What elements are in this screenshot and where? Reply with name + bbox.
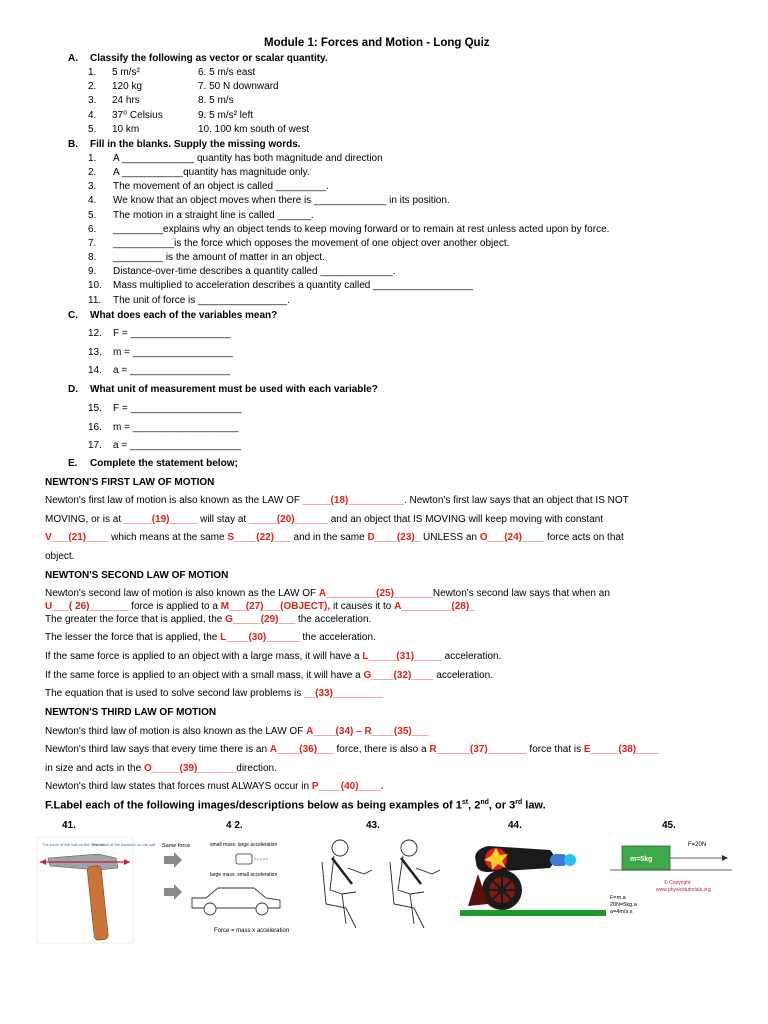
second-law-line-2 [45, 601, 475, 612]
second-law-line-3 [45, 614, 371, 625]
answer-20: _____(20)______ [249, 514, 328, 525]
second-law-line-4 [45, 632, 376, 643]
third-law-line-2 [45, 744, 658, 755]
answer-36: A____(36)___ [269, 744, 334, 755]
section-b-heading: Fill in the blanks. Supply the missing words. [90, 139, 301, 150]
list-number: 1. [88, 153, 97, 164]
sup: rd [515, 799, 523, 806]
section-a-heading: Classify the following as vector or scalar quantity. [90, 53, 328, 64]
list-item: Mass multiplied to acceleration describes a quantity called __________________ [113, 280, 474, 292]
sup: st [461, 799, 469, 806]
list-number: 2. [88, 167, 97, 179]
text: The greater the force that is applied, the [45, 614, 226, 625]
text: , 2 [468, 799, 481, 812]
text: Newton's third law says that every time there is an [45, 744, 270, 755]
list-number: 5. [88, 209, 97, 221]
list-item: a = __________________ [113, 365, 231, 376]
text: acceleration. [433, 670, 494, 681]
list-item: 120 kg [112, 81, 143, 93]
text: Newton's third law of motion is also known as the LAW OF [45, 726, 307, 737]
answer-33: __(33)_________ [304, 688, 384, 699]
sup: nd [480, 799, 489, 806]
text: the acceleration. [299, 632, 376, 643]
section-d-heading: What unit of measurement must be used with each variable? [90, 384, 378, 395]
list-number: 13. [88, 346, 102, 358]
hammer-figure [36, 836, 156, 944]
list-item: m = ___________________ [113, 421, 239, 433]
answer-23: D____(23)_ [367, 532, 421, 543]
equation-line-2: 20N=5kg.a [610, 902, 637, 908]
third-law-line-1 [45, 726, 428, 737]
first-law-line-3 [45, 532, 624, 543]
force-label: F=20N [688, 842, 707, 848]
answer-32: G____(32)____ [363, 670, 434, 681]
list-number: 16. [88, 421, 102, 433]
list-number: 14. [88, 365, 102, 376]
equation-line-1: F=m.a [610, 895, 626, 901]
text: . Newton's first law says that an object that IS NOT [403, 495, 629, 506]
small-mass-label: small mass: large acceleration [210, 842, 278, 848]
answer-28: A_________(28)_ [394, 601, 475, 612]
figure-number-41: 41. [62, 820, 76, 831]
answer-29: G_____(29)___ [225, 614, 296, 625]
answer-31: L_____(31)_____ [362, 651, 442, 662]
mass-label: m=5kg [630, 856, 653, 863]
force-formula-caption: Force = mass x acceleration [214, 928, 290, 934]
list-item: A _____________ quantity has both magnitude and direction [113, 153, 383, 164]
copyright-text: © Copyright [664, 880, 691, 886]
list-item: 37⁰ Celsius [112, 109, 163, 121]
text: in size and acts in the [45, 763, 144, 774]
text: which means at the same [108, 532, 228, 543]
list-item: 7. 50 N downward [198, 81, 279, 93]
text: force, there is also a [333, 744, 430, 755]
list-item: _________explains why an object tends to keep moving forward or to remain at rest unless acted upon by force. [113, 223, 610, 235]
list-item: 10 km [112, 123, 140, 135]
text: and in the same [290, 532, 368, 543]
list-item: The movement of an object is called _________. [113, 181, 329, 193]
text: Newton's second law of motion is also known as the LAW OF [45, 588, 319, 599]
answer-24: O___(24)____ [479, 532, 545, 543]
text: UNLESS an [420, 532, 480, 543]
page-title: Module 1: Forces and Motion - Long Quiz [264, 37, 490, 49]
second-law-line-7 [45, 688, 383, 699]
list-number: 9. [88, 266, 97, 278]
answer-30: L____(30)______ [220, 632, 300, 643]
answer-39: O_____(39)_______ [143, 763, 237, 774]
text: force acts on that [544, 532, 624, 543]
list-item: 5 m/s² [112, 67, 140, 78]
text: The lesser the force that is applied, the [45, 632, 221, 643]
list-item: m = __________________ [113, 346, 233, 358]
text: , or 3 [488, 799, 516, 812]
text: force is applied to a [128, 601, 221, 612]
list-number: 17. [88, 440, 102, 451]
list-item: ___________is the force which opposes the movement of one object over another object. [113, 237, 510, 249]
text: Newton's third law states that forces must ALWAYS occur in [45, 781, 312, 792]
list-number: 4. [88, 195, 97, 207]
list-number: 1. [88, 67, 97, 78]
text: If the same force is applied to an object with a large mass, it will have a [45, 651, 363, 662]
section-f-heading [45, 799, 546, 812]
section-e-letter: E. [68, 458, 78, 469]
section-c-heading: What does each of the variables mean? [90, 310, 278, 321]
list-item: 9. 5 m/s² left [198, 109, 254, 121]
mass-acceleration-figure [158, 836, 306, 938]
block-force-figure [606, 834, 740, 934]
hammer-text-right: The force of the hammer on the nail [92, 842, 156, 847]
list-number: 6. [88, 223, 97, 235]
same-force-label: Same force [162, 843, 191, 849]
answer-21: V___(21)____ [45, 532, 109, 543]
list-item: A ___________quantity has magnitude only. [113, 167, 310, 179]
list-number: 2. [88, 81, 97, 93]
figure-number-42: 4 2. [226, 820, 243, 831]
list-number: 3. [88, 181, 97, 193]
answer-25: A_________(25)_______ [318, 588, 433, 599]
first-law-line-2 [45, 514, 603, 525]
figure-number-44: 44. [508, 820, 522, 831]
list-number: 3. [88, 95, 97, 107]
list-number: 12. [88, 328, 102, 339]
list-item: 6. 5 m/s east [198, 67, 256, 78]
list-number: 11. [88, 294, 102, 306]
text: The equation that is used to solve second law problems is [45, 688, 305, 699]
text: the acceleration. [295, 614, 372, 625]
answer-27: M___(27)___(OBJECT), [220, 601, 331, 612]
section-c-letter: C. [68, 310, 78, 321]
text: will stay at [197, 514, 249, 525]
large-mass-label: large mass: small acceleration [210, 872, 278, 878]
third-law-heading: NEWTON'S THIRD LAW OF MOTION [45, 707, 217, 718]
text: direction. [236, 763, 277, 774]
list-item: 8. 5 m/s [198, 95, 234, 107]
figure-number-45: 45. [662, 820, 676, 831]
text: If the same force is applied to an object with a small mass, it will have a [45, 670, 364, 681]
section-e-heading: Complete the statement below; [90, 458, 238, 469]
seatbelt-figure [312, 834, 450, 934]
figure-number-43: 43. [366, 820, 380, 831]
section-b-letter: B. [68, 139, 78, 150]
first-law-heading: NEWTON'S FIRST LAW OF MOTION [45, 477, 215, 488]
answer-34-35: A____(34) – R____(35)___ [306, 726, 429, 737]
equation-line-3: a=4m/s.s [610, 909, 633, 915]
list-number: 4. [88, 109, 97, 121]
answer-22: S____(22)___ [227, 532, 291, 543]
answer-26: U___( 26)_______ [45, 601, 129, 612]
text: and an object that IS MOVING will keep moving with constant [327, 514, 604, 525]
list-number: 10. [88, 280, 102, 292]
answer-38: E_____(38)____ [583, 744, 659, 755]
list-number: 15. [88, 403, 102, 414]
ground-bar [460, 910, 606, 916]
list-item: 10. 100 km south of west [198, 123, 310, 135]
section-d-letter: D. [68, 384, 78, 395]
list-item: a = ____________________ [113, 440, 242, 451]
first-law-line-1 [45, 495, 629, 506]
section-a-letter: A. [68, 53, 78, 64]
text: F.Label each of the following images/descriptions below as being examples of 1 [45, 799, 462, 812]
text: law. [522, 799, 546, 812]
hammer-text-left: The force of the nail on the hammer [42, 842, 106, 847]
answer-18: _____(18)__________ [302, 495, 404, 506]
answer-37: R______(37)_______ [429, 744, 527, 755]
cannon-figure [458, 834, 606, 920]
list-item: _________ is the amount of matter in an object. [113, 252, 325, 264]
list-item: We know that an object moves when there is _____________ in its position. [113, 195, 450, 207]
list-item: The motion in a straight line is called ______. [113, 209, 314, 221]
text: it causes it to [330, 601, 395, 612]
answer-40: P____(40)____. [311, 781, 384, 792]
list-item: F = __________________ [113, 328, 231, 339]
list-number: 5. [88, 123, 97, 135]
second-law-line-6 [45, 670, 493, 681]
list-item: F = ____________________ [113, 403, 242, 414]
list-number: 8. [88, 252, 97, 264]
third-law-line-4 [45, 781, 384, 792]
text: MOVING, or is at [45, 514, 124, 525]
text: Newton's second law says that when an [432, 588, 610, 599]
text: force that is [526, 744, 584, 755]
list-item: The unit of force is ________________. [113, 294, 290, 306]
second-law-heading: NEWTON'S SECOND LAW OF MOTION [45, 570, 229, 581]
website-text: www.physicstutorials.org [656, 887, 711, 893]
answer-19: _____(19)_____ [123, 514, 198, 525]
second-law-line-1 [45, 588, 610, 599]
first-law-line-4: object. [45, 551, 75, 562]
text: acceleration. [441, 651, 502, 662]
text: Newton's first law of motion is also known as the LAW OF [45, 495, 303, 506]
list-number: 7. [88, 237, 97, 249]
second-law-line-5 [45, 651, 501, 662]
third-law-line-3 [45, 763, 277, 774]
list-item: 24 hrs [112, 95, 140, 107]
list-item: Distance-over-time describes a quantity called _____________. [113, 266, 396, 278]
